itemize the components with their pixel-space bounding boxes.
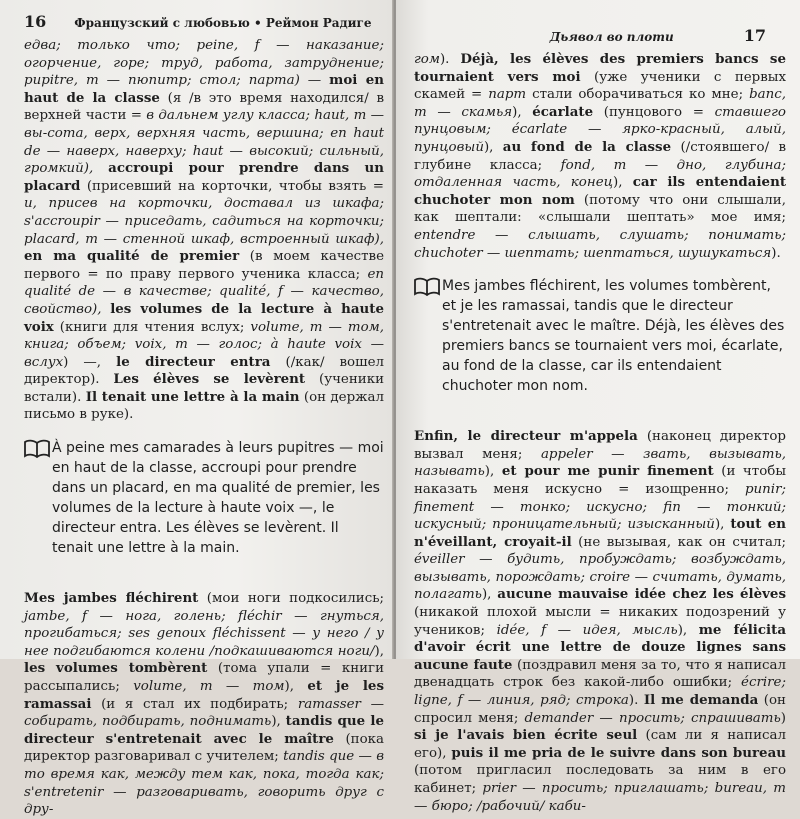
page-number-left: 16 (24, 12, 47, 31)
original-text-excerpt-2 (414, 276, 786, 396)
commentary-block-1: едва; только что; peine, f — наказание; огорчение, горе; труд, работа, затруднение; pupitre, m — пюпитр; стол; парта) — moi en haut de la classe (я /в это время находился/ в верхней части = в дальнем углу класса; haut, m — вы-сота, верх, верхняя часть, вершина; en haut de — наверх, наверху; haut — высокий; сильный, громкий), accroupi pour prendre dans un placard (присевший на корточки, чтобы взять = и, присев на корточки, доставал из шкафа; s'accroupir — приседать, садиться на корточки; placard, m — стенной шкаф, встроенный шкаф), en ma qualité de premier (в моем качестве первого = по праву первого ученика класса; en qualité de — в качестве; qualité, f — качество, свойство), les volumes de la lecture à haute voix (книги для чтения вслух; volume, m — том, книга; объем; voix, m — голос; à haute voix — вслух) —, le directeur entra (/как/ вошел директор). Les élèves se levèrent (ученики встали). Il tenait une lettre à la main (он держал письмо в руке). (24, 38, 385, 423)
right-running-header (414, 26, 786, 45)
book-title-header: Французский с любовью • Реймон Радиге (74, 16, 372, 30)
original-text-excerpt (24, 438, 384, 558)
excerpt-text: À peine mes camarades à leurs pupitres — moi en haut de la classe, accroupi pour prendre dans un placard, en ma qualité de premier, les volumes de la lecture à haute voix —, le directeur entra. Les élèves se levèrent. Il tenait une lettre à la main. (52, 440, 384, 557)
commentary-block-4: Enfin, le directeur m'appela (наконец директор вызвал меня; appeler — звать, вызывать, называть), et pour me punir finement (и чтобы наказать меня искусно = изощренно; punir; finement — тонко; искусно; fin — тонкий; искусный; проницательный; изысканный), tout en n'éveillant, croyait-il (не вызывая, как он считал; éveiller — будить, пробуждать; возбуждать, вызывать, порождать; croire — считать, думать, полагать), aucune mauvaise idée chez les élèves (никакой плохой мысли = никаких подозрений у учеников; idée, f — идея, мысль), me félicita d'avoir écrit une lettre de douze lignes sans aucune faute (поздравил меня за то, что я написал двенадцать строк без какой-либо ошибки; écrire; ligne, f — линия, ряд; строка). Il me demanda (он спросил меня; demander — просить; спрашивать) si je l'avais bien écrite seul (сам ли я написал его), puis il me pria de le suivre dans son bureau (потом пригласил последовать за ним в его кабинет; prier — просить; приглашать; bureau, m — бюро; /рабочий/ каби- (414, 428, 787, 814)
commentary-block-3: гом). Déjà, les élèves des premiers bancs se tournaient vers moi (уже ученики с первых скамей = парт стали оборачиваться ко мне; banc, m — скамья), écarlate (пунцового = ставшего пунцовым; écarlate — ярко-красный, алый, пунцовый), au fond de la classe (/стоявшего/ в глубине класса; fond, m — дно, глубина; отдаленная часть, конец), car ils entendaient chuchoter mon nom (потому что они слышали, как шептали: «слышали шептать» мое имя; entendre — слышать, слушать; понимать; chuchoter — шептать; шептаться, шушукаться). (414, 51, 787, 261)
left-running-header (24, 12, 384, 31)
open-book-icon (414, 278, 442, 298)
excerpt-text-2: Mes jambes fléchirent, les volumes tombèrent, et je les ramassai, tandis que le directeur s'entretenait avec le maître. Déjà, les élèves des premiers bancs se tournaient vers moi, écarlate, au fond de la classe, car ils entendaient chuchoter mon nom. (442, 278, 785, 395)
right-page (396, 0, 800, 814)
open-book-icon (24, 440, 52, 460)
left-page (0, 0, 394, 818)
chapter-title-header: Дьявол во плоти (549, 30, 674, 44)
commentary-block-2: Mes jambes fléchirent (мои ноги подкосились; jambe, f — нога, голень; fléchir — гнуться, прогибаться; ses genoux fléchissent — у него / у нее подгибаются колени /подкашиваются ноги/), les volumes tombèrent (тома упали = книги рассыпались; volume, m — том), et je les ramassai (и я стал их подбирать; ramasser — собирать, подбирать, поднимать), tandis que le directeur s'entretenait avec le maître (пока директор разговаривал с учителем; tandis que — в то время как, между тем как, пока, тогда как; s'entretenir — разговаривать, говорить друг с дру- (24, 590, 385, 818)
page-number-right: 17 (743, 26, 766, 45)
